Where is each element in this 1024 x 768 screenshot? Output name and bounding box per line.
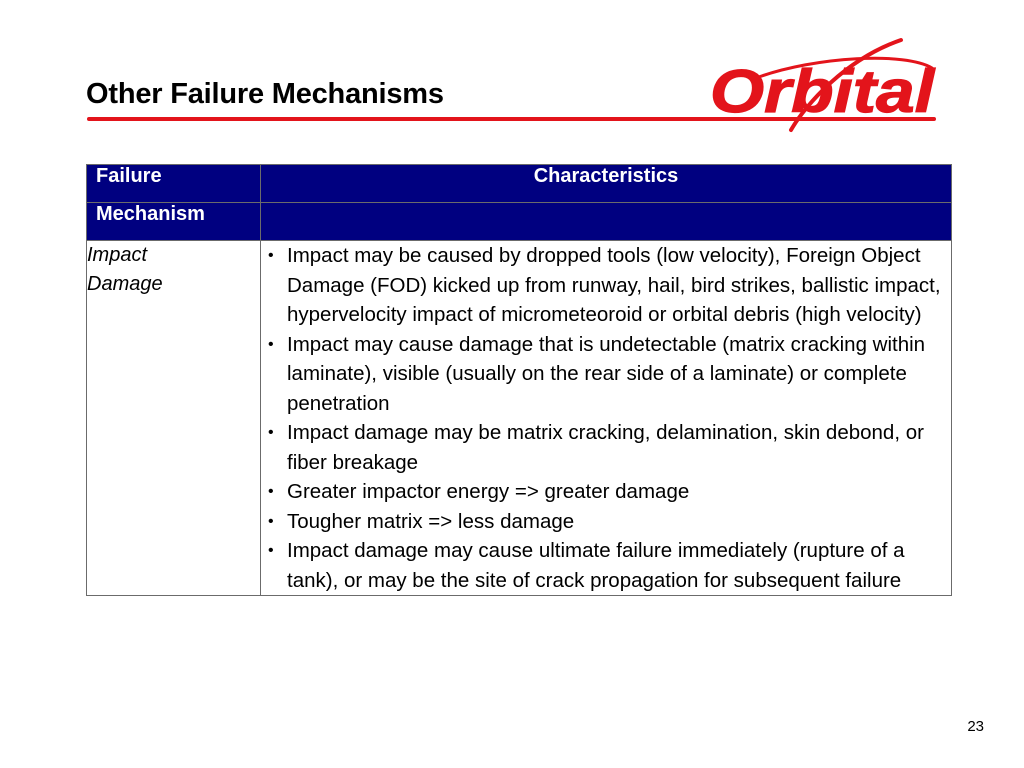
failure-mechanisms-table — [86, 164, 952, 596]
svg-text:Orbital: Orbital — [710, 58, 936, 125]
list-item: • Impact may cause damage that is undetectable (matrix cracking within laminate), visible (usually on the rear side of a laminate) or complete penetration — [261, 330, 951, 419]
list-item: • Greater impactor energy => greater damage — [261, 477, 951, 507]
list-item: • Tougher matrix => less damage — [261, 507, 951, 537]
bullet-icon: • — [268, 424, 274, 441]
slide-title: Other Failure Mechanisms — [86, 78, 444, 110]
list-item: • Impact may be caused by dropped tools (low velocity), Foreign Object Damage (FOD) kicked up from runway, hail, bird strikes, ballistic impact, hypervelocity impact of micrometeoroid or orbital debris (high velocity) — [261, 241, 951, 330]
table-header-row — [87, 165, 952, 203]
mechanism-cell — [87, 241, 261, 596]
bullet-icon: • — [268, 247, 274, 264]
table-row — [87, 241, 952, 596]
header-mechanism: Mechanism — [87, 203, 261, 241]
table-header-row — [87, 203, 952, 241]
page-number: 23 — [967, 718, 984, 735]
header-characteristics: Characteristics — [261, 165, 952, 203]
mechanism-line: Impact — [87, 244, 148, 266]
list-item: • Impact damage may be matrix cracking, delamination, skin debond, or fiber breakage — [261, 418, 951, 477]
list-item: • Impact damage may cause ultimate failure immediately (rupture of a tank), or may be the site of crack propagation for subsequent failure — [261, 536, 951, 595]
header-failure: Failure — [87, 165, 261, 203]
mechanism-line: Damage — [87, 273, 163, 295]
characteristics-cell — [261, 241, 952, 596]
bullet-icon: • — [268, 335, 274, 353]
bullet-icon: • — [268, 512, 274, 530]
bullet-icon: • — [268, 542, 274, 559]
header-blank-cell — [261, 203, 952, 241]
orbital-logo — [696, 34, 940, 136]
characteristics-list — [261, 241, 951, 595]
bullet-icon: • — [268, 483, 274, 500]
